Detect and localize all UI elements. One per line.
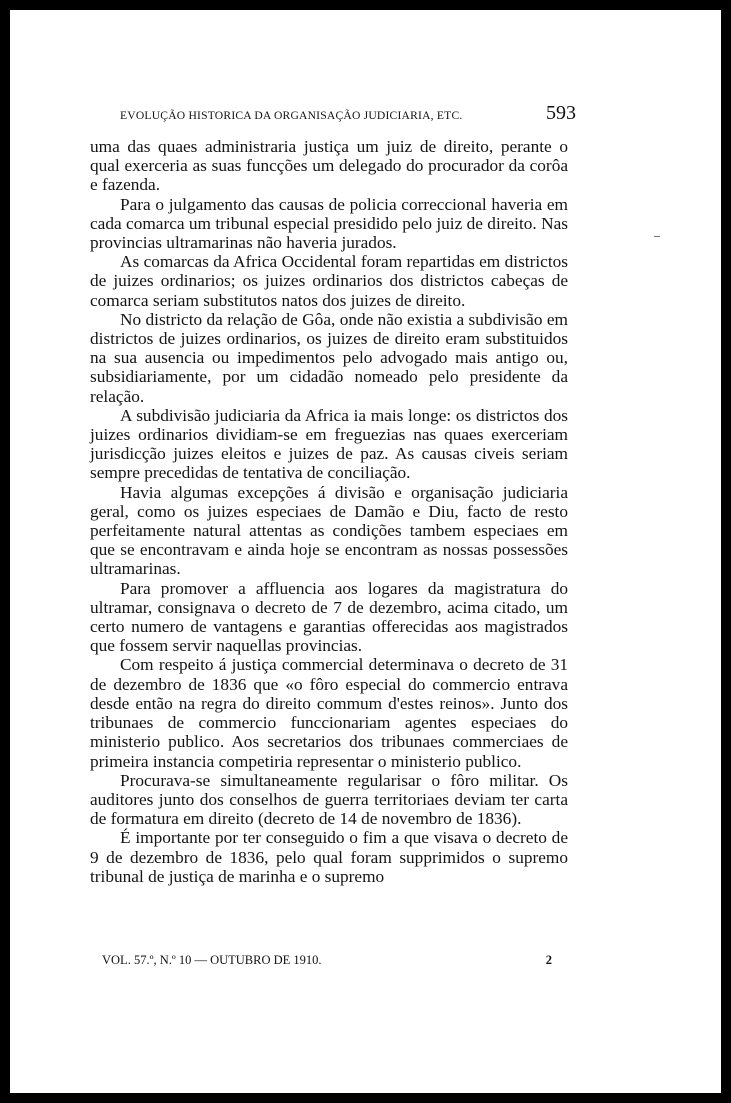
paragraph: A subdivisão judiciaria da Africa ia mais longe: os districtos dos juizes ordinarios dividiam-se em freguezias nas quaes exerceriam jurisdicção juizes eleitos e juizes de paz. As causas civeis seriam sempre precedidas de tentativa de conciliação. xyxy=(90,405,568,483)
paragraph: Procurava-se simultaneamente regularisar o fôro militar. Os auditores junto dos conselhos de guerra territoriaes deviam ter carta de formatura em direito (decreto de 14 de novembro de 1836). xyxy=(90,770,568,829)
paragraph: uma das quaes administraria justiça um juiz de direito, perante o qual exerceria as suas funcções um delegado do procurador da corôa e fazenda. xyxy=(90,137,568,195)
paragraph: Com respeito á justiça commercial determinava o decreto de 31 de dezembro de 1836 que «o fôro especial do commercio entrava desde então na regra do direito commum d'estes reinos». Junto dos tribunaes de commercio funccionariam agentes especiaes do ministerio publico. Aos secretarios dos tribunaes commerciaes de primeira instancia competiria representar o ministerio publico. xyxy=(90,655,568,771)
paragraph: Havia algumas excepções á divisão e organisação judiciaria geral, como os juizes especiaes de Damão e Diu, facto de resto perfeitamente natural attentas as condições tambem especiaes em que se encontravam e ainda hoje se encontram as nossas possessões ultramarinas. xyxy=(90,482,568,579)
margin-mark xyxy=(654,236,660,237)
running-title: EVOLUÇÃO HISTORICA DA ORGANISAÇÃO JUDICIARIA, ETC. xyxy=(120,109,463,122)
page-number: 593 xyxy=(546,102,576,124)
paragraph: É importante por ter conseguido o fim a que visava o decreto de 9 de dezembro de 1836, pelo qual foram supprimidos o supremo tribunal de justiça de marinha e o supremo xyxy=(90,828,568,886)
paragraph: As comarcas da Africa Occidental foram repartidas em districtos de juizes ordinarios; os juizes ordinarios dos districtos cabeças de comarca seriam substitutos natos dos juizes de direito. xyxy=(90,252,568,310)
body-text xyxy=(90,137,568,886)
page-header xyxy=(120,102,580,132)
scanned-page xyxy=(10,10,721,1093)
paragraph: Para o julgamento das causas de policia correccional haveria em cada comarca um tribunal especial presidido pelo juiz de direito. Nas provincias ultramarinas não haveria jurados. xyxy=(90,194,568,253)
page-footer xyxy=(90,953,570,973)
paragraph: No districto da relação de Gôa, onde não existia a subdivisão em districtos de juizes ordinarios, os juizes de direito eram substituidos na sua ausencia ou impedimentos pelo advogado mais antigo ou, subsidiariamente, por um cidadão nomeado pelo presidente da relação. xyxy=(90,309,568,406)
signature-mark: 2 xyxy=(545,953,552,967)
paragraph: Para promover a affluencia aos logares da magistratura do ultramar, consignava o decreto de 7 de dezembro, acima citado, um certo numero de vantagens e garantias offerecidas aos magistrados que fossem servir naquellas provincias. xyxy=(90,578,568,656)
volume-info: VOL. 57.º, N.º 10 — OUTUBRO DE 1910. xyxy=(102,953,322,967)
